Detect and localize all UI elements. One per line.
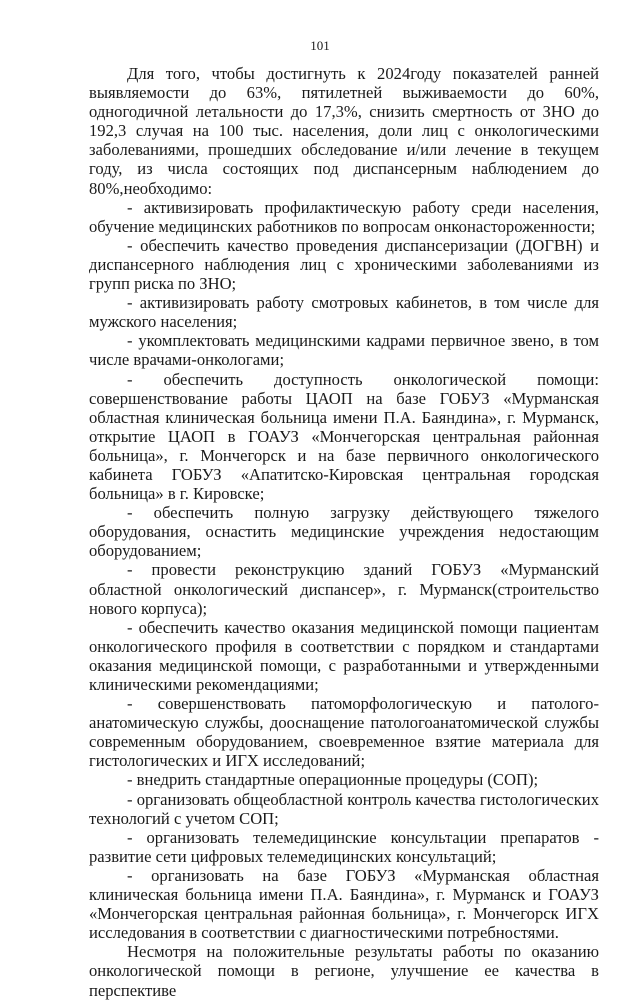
list-item-equipment: - обеспечить полную загрузку действующего тяжелого оборудования, оснастить медицинские учреждения недостающим оборудованием;	[89, 503, 599, 561]
list-item-care-quality: - обеспечить качество оказания медицинской помощи пациентам онкологического профиля в соответствии с порядком и стандартами оказания медицинской помощи, с разработанными и утвержденными клиническими рекомендациями;	[89, 617, 599, 694]
list-item-pathology: - совершенствовать патоморфологическую и патолого-анатомическую службы, дооснащение патологоанатомической службы современным оборудованием, своевременное взятие материала для гистологических и ИГХ исследований;	[89, 694, 599, 771]
list-item-quality-control: - организовать общеобластной контроль качества гистологических технологий с учетом СОП;	[89, 789, 599, 828]
list-item-screening-rooms: - активизировать работу смотровых кабинетов, в том числе для мужского населения;	[89, 293, 599, 332]
list-item-reconstruction: - провести реконструкцию зданий ГОБУЗ «Мурманский областной онкологический диспансер», г. Мурманск(строительство нового корпуса);	[89, 560, 599, 618]
list-item-dispensarization: - обеспечить качество проведения диспансеризации (ДОГВН) и диспансерного наблюдения лиц с хроническими заболеваниями из групп риска по ЗНО;	[89, 235, 599, 294]
list-item-staffing: - укомплектовать медицинскими кадрами первичное звено, в том числе врачами-онкологами;	[89, 331, 599, 370]
list-item-telemedicine: - организовать телемедицинские консультации препаратов - развитие сети цифровых телемедицинских консультаций;	[89, 827, 599, 866]
list-item-sop: - внедрить стандартные операционные процедуры (СОП);	[127, 770, 539, 790]
page-number: 101	[310, 38, 330, 53]
list-item-accessibility: - обеспечить доступность онкологической помощи: совершенствование работы ЦАОП на базе ГОБУЗ «Мурманская областная клиническая больница имени П.А. Баяндина», г. Мурманск, открытие ЦАОП в ГОАУЗ «Мончегорская центральная районная больница», г. Мончегорск и на базе первичного онкологического кабинета ГОБУЗ «Апатитско-Кировская центральная городская больница» в г. Кировске;	[89, 369, 599, 504]
document-body	[89, 64, 599, 1000]
paragraph-conclusion: Несмотря на положительные результаты работы по оказанию онкологической помощи в регионе, улучшение ее качества в перспективе	[89, 942, 599, 1000]
list-item-prevention: - активизировать профилактическую работу среди населения, обучение медицинских работников по вопросам онконастороженности;	[89, 197, 599, 236]
paragraph-intro: Для того, чтобы достигнуть к 2024году показателей ранней выявляемости до 63%, пятилетней выживаемости до 60%, одногодичной летальности до 17,3%, снизить смертность от ЗНО до 192,3 случая на 100 тыс. населения, доли лиц с онкологическими заболеваниями, прошедших обследование и/или лечение в текущем году, из числа состоящих под диспансерным наблюдением до 80%,необходимо:	[89, 64, 599, 198]
list-item-ihc: - организовать на базе ГОБУЗ «Мурманская областная клиническая больница имени П.А. Баяндина», г. Мурманск и ГОАУЗ «Мончегорская центральная районная больница», г. Мончегорск ИГХ исследования в соответствии с диагностическими потребностями.	[89, 865, 599, 943]
